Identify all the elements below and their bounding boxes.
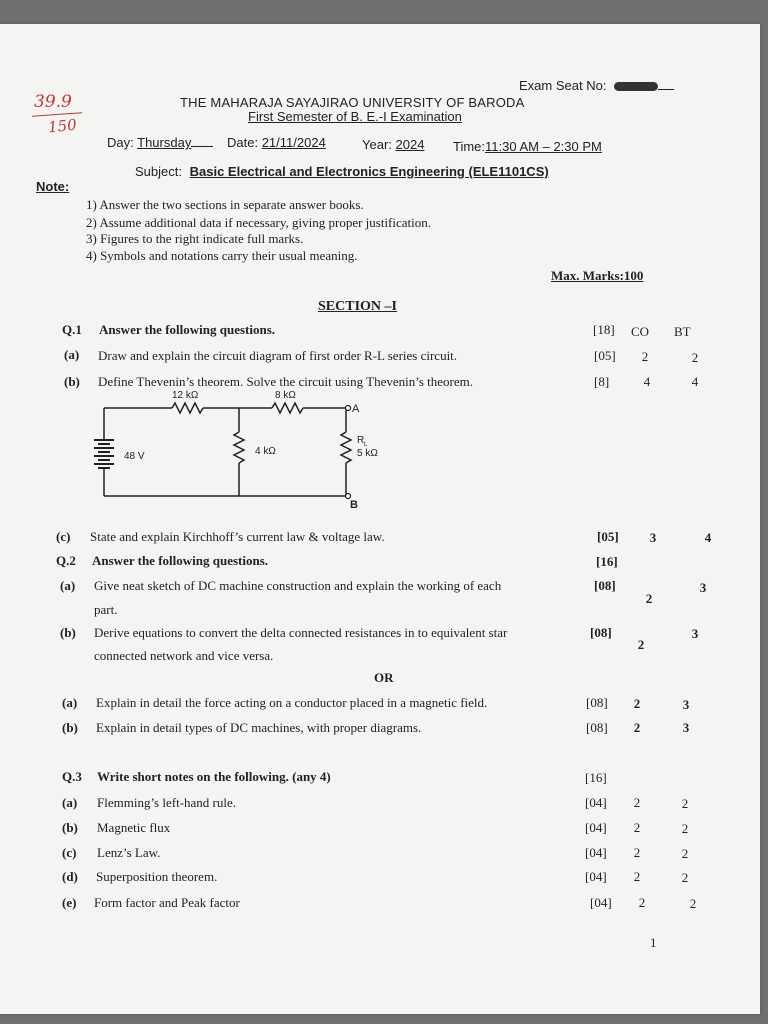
note-item-1: 1) Answer the two sections in separate answer books.: [86, 197, 364, 212]
source-label: 48 V: [124, 451, 145, 462]
q2-alt-b-co: 2: [633, 720, 641, 735]
q3c-text: Lenz’s Law.: [97, 845, 161, 860]
q3c-marks: [04]: [585, 845, 607, 860]
handwritten-score: 39.9: [34, 92, 72, 112]
day-field: [107, 135, 213, 150]
q3d-marks: [04]: [585, 869, 607, 884]
q1c-bt: 4: [704, 530, 712, 545]
q1a-text: Draw and explain the circuit diagram of first order R-L series circuit.: [98, 348, 458, 363]
resistor-8k-symbol: [272, 403, 303, 413]
q2-alt-a-co: 2: [633, 696, 641, 711]
section-title: SECTION –I: [318, 299, 397, 314]
exam-seat-no: [519, 78, 674, 93]
q3-number: Q.3: [62, 769, 82, 784]
q1b-bt: 4: [691, 374, 699, 389]
q3d-bt: 2: [681, 870, 689, 885]
co-header: CO: [631, 324, 650, 339]
node-b-label: B: [350, 499, 358, 511]
q3e-bt: 2: [689, 896, 697, 911]
q1c-label: (c): [56, 529, 71, 544]
q3d-text: Superposition theorem.: [96, 869, 218, 884]
note-item-2: 2) Assume additional data if necessary, giving proper justification.: [86, 215, 432, 230]
q2b-text: Derive equations to convert the delta connected resistances in to equivalent star: [94, 625, 508, 640]
q3a-bt: 2: [681, 796, 689, 811]
q3a-co: 2: [633, 795, 641, 810]
q1-number: Q.1: [62, 322, 82, 337]
q3e-co: 2: [638, 895, 646, 910]
q3e-text: Form factor and Peak factor: [94, 895, 240, 910]
q2-alt-b-text: Explain in detail types of DC machines, with proper diagrams.: [96, 720, 422, 735]
q2a-label: (a): [60, 578, 76, 593]
rl-label: R: [357, 435, 365, 446]
q3b-co: 2: [633, 820, 641, 835]
q2a-text: Give neat sketch of DC machine construction and explain the working of each: [94, 578, 502, 593]
resistor-4k-symbol: [234, 432, 244, 463]
q1a-co: 2: [641, 349, 649, 364]
q3e-marks: [04]: [590, 895, 612, 910]
q2-alt-a-bt: 3: [682, 697, 690, 712]
q1b-co: 4: [643, 374, 651, 389]
q2-alt-b-marks: [08]: [586, 720, 608, 735]
time-field: [453, 139, 602, 154]
note-item-4: 4) Symbols and notations carry their usual meaning.: [86, 248, 358, 263]
q1-marks: [18]: [593, 322, 615, 337]
q3a-label: (a): [62, 795, 78, 810]
q3b-label: (b): [62, 820, 78, 835]
rl-sub-label: L: [364, 442, 368, 448]
university-name: THE MAHARAJA SAYAJIRAO UNIVERSITY OF BARODA: [180, 95, 525, 110]
q1c-co: 3: [649, 530, 657, 545]
year-field: [362, 137, 424, 152]
q3a-marks: [04]: [585, 795, 607, 810]
date-field: [227, 135, 326, 150]
q2-marks: [16]: [596, 554, 618, 569]
q3d-co: 2: [633, 869, 641, 884]
q2-number: Q.2: [56, 553, 76, 568]
seat-underline: [658, 89, 674, 90]
q2-alt-a-text: Explain in detail the force acting on a conductor placed in a magnetic field.: [96, 695, 488, 710]
note-item-3: 3) Figures to the right indicate full marks.: [86, 231, 304, 246]
q3d-label: (d): [62, 869, 78, 884]
q3a-text: Flemming’s left-hand rule.: [97, 795, 237, 810]
q2-alt-a-marks: [08]: [586, 695, 608, 710]
q2a-text-cont: part.: [94, 602, 118, 617]
redacted-seat-number: [614, 82, 658, 91]
q1b-text: Define Thevenin’s theorem. Solve the circuit using Thevenin’s theorem.: [98, 374, 473, 389]
time-value: 11:30 AM – 2:30 PM: [485, 139, 602, 154]
time-label: Time:: [453, 139, 486, 154]
rl-value-label: 5 kΩ: [357, 448, 378, 459]
terminal-b-dot: [346, 494, 351, 499]
max-marks: Max. Marks:100: [551, 268, 644, 283]
q1b-marks: [8]: [594, 374, 610, 389]
q1a-bt: 2: [691, 350, 699, 365]
q3c-co: 2: [633, 845, 641, 860]
exam-seat-label: Exam Seat No:: [519, 78, 607, 93]
q2b-bt: 3: [691, 626, 699, 641]
q2b-co: 2: [637, 637, 645, 652]
q1a-marks: [05]: [594, 348, 616, 363]
q3-marks: [16]: [585, 770, 607, 785]
q3b-bt: 2: [681, 821, 689, 836]
r3-label: 4 kΩ: [255, 446, 276, 457]
or-divider: OR: [374, 670, 394, 685]
date-label: Date:: [227, 135, 259, 150]
year-label: Year:: [362, 137, 392, 152]
handwritten-total: 150: [47, 115, 78, 137]
q2-alt-b-label: (b): [62, 720, 78, 735]
terminal-a-dot: [346, 406, 351, 411]
q1b-label: (b): [64, 374, 80, 389]
q1-title: Answer the following questions.: [99, 322, 276, 337]
day-underline: [191, 146, 213, 147]
q2-alt-b-bt: 3: [682, 720, 690, 735]
day-value: Thursday: [137, 135, 192, 150]
q2-alt-a-label: (a): [62, 695, 78, 710]
q2b-text-cont: connected network and vice versa.: [94, 648, 274, 663]
q1a-label: (a): [64, 347, 80, 362]
q2-title: Answer the following questions.: [92, 553, 269, 568]
q2a-co: 2: [645, 591, 653, 606]
q2b-label: (b): [60, 625, 76, 640]
q2a-marks: [08]: [594, 578, 616, 593]
subject-label: Subject:: [135, 164, 182, 179]
q3c-label: (c): [62, 845, 77, 860]
node-a-label: A: [352, 403, 360, 415]
subject-field: [135, 164, 549, 179]
q3c-bt: 2: [681, 846, 689, 861]
note-heading: Note:: [36, 179, 70, 194]
year-value: 2024: [395, 137, 425, 152]
q2b-marks: [08]: [590, 625, 612, 640]
exam-name: First Semester of B. E.-I Examination: [248, 109, 462, 124]
r1-label: 12 kΩ: [172, 390, 199, 401]
q3e-label: (e): [62, 895, 77, 910]
q3b-text: Magnetic flux: [97, 820, 171, 835]
r2-label: 8 kΩ: [275, 390, 296, 401]
battery-symbol: [94, 440, 114, 468]
day-label: Day:: [107, 135, 134, 150]
date-value: 21/11/2024: [261, 135, 326, 150]
thevenin-circuit-diagram: [92, 384, 392, 514]
page-number: 1: [650, 935, 657, 950]
q2a-bt: 3: [699, 580, 707, 595]
q3b-marks: [04]: [585, 820, 607, 835]
bt-header: BT: [674, 324, 691, 339]
q1c-text: State and explain Kirchhoff’s current law & voltage law.: [90, 529, 385, 544]
q1c-marks: [05]: [597, 529, 619, 544]
resistor-rl-symbol: [341, 432, 351, 463]
subject-value: Basic Electrical and Electronics Engineering (ELE1101CS): [189, 164, 549, 179]
resistor-12k-symbol: [172, 403, 203, 413]
q3-title: Write short notes on the following. (any 4): [97, 769, 331, 784]
